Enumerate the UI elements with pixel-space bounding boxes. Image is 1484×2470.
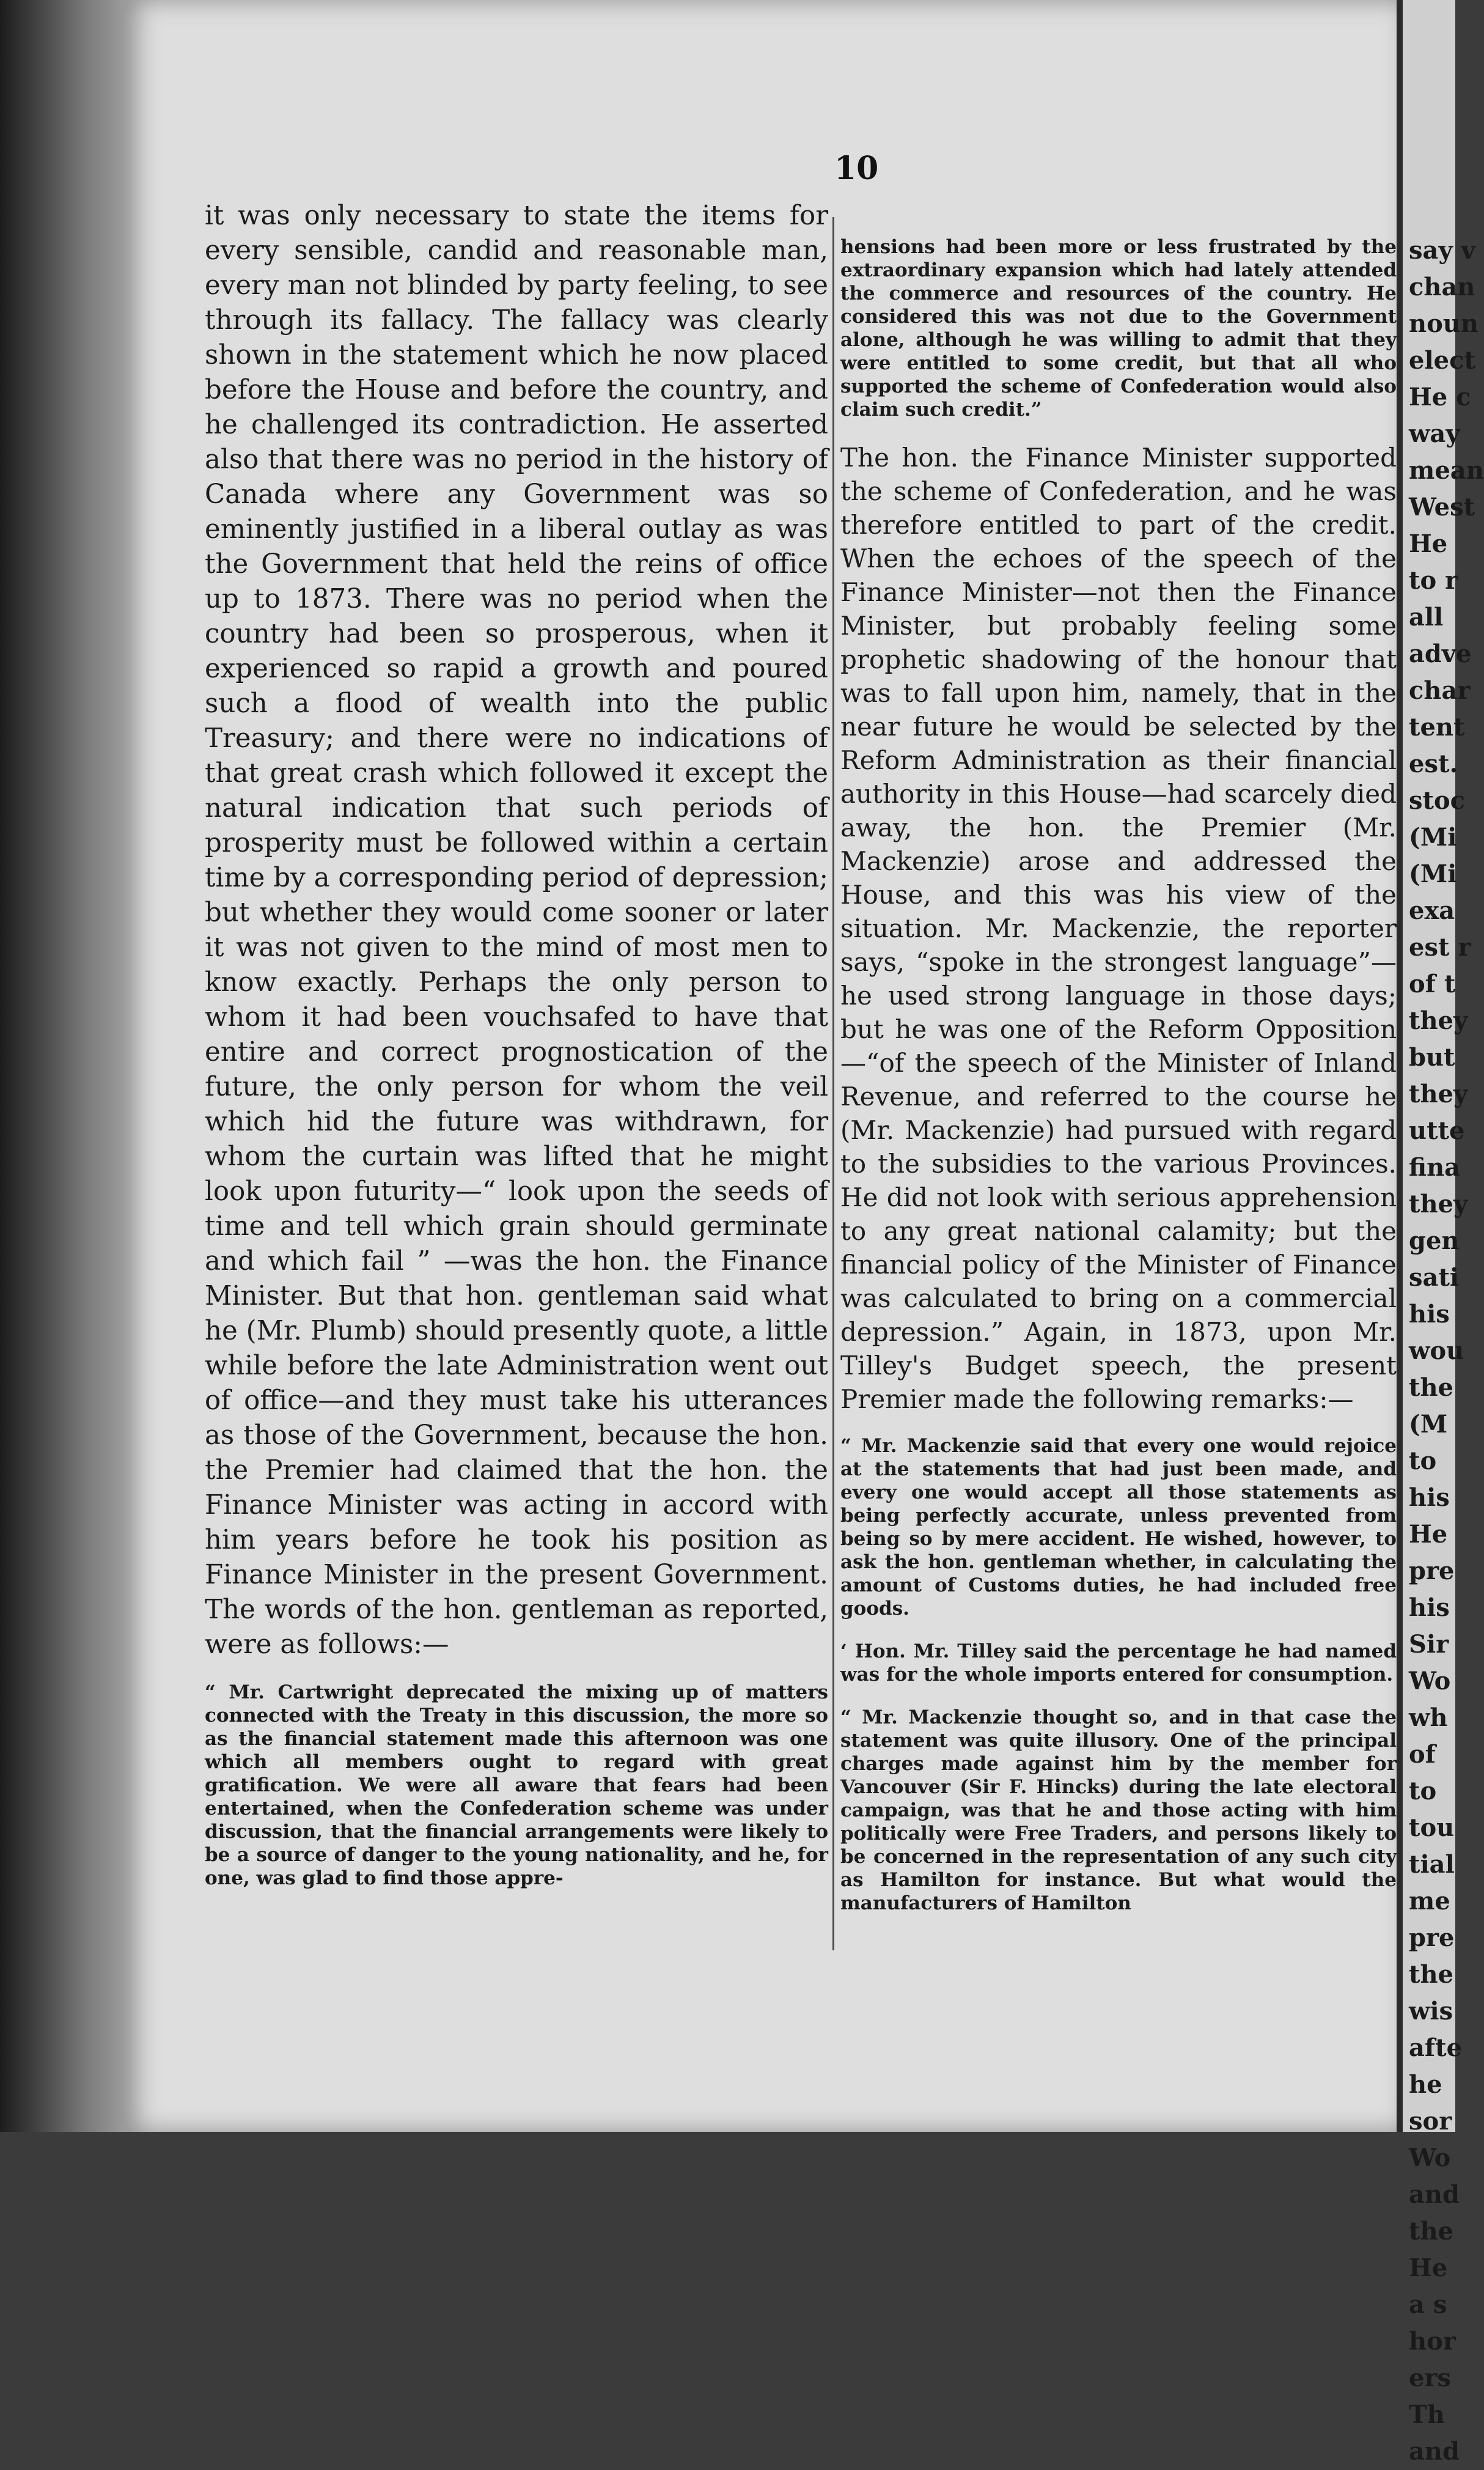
adjacent-page-fragment: of t [1409,970,1456,998]
adjacent-page-fragment: his [1409,1300,1450,1329]
adjacent-page-fragment: He [1409,2254,1448,2282]
adjacent-page-fragment: they [1409,1080,1468,1108]
adjacent-page-fragment: gen [1409,1226,1460,1255]
adjacent-page-fragment: (Mi [1409,860,1457,888]
adjacent-page-fragment: chan [1409,273,1475,301]
adjacent-page-fragment: wh [1409,1703,1448,1732]
adjacent-page-fragment: tent [1409,713,1465,742]
left-column [205,199,828,1908]
adjacent-page-fragment: Wo [1409,2144,1451,2172]
adjacent-page-fragment: He [1409,529,1448,558]
adjacent-page-fragment: char [1409,676,1471,705]
adjacent-page-fragment: afte [1409,2033,1463,2062]
adjacent-page-fragment: his [1409,1483,1450,1512]
adjacent-page-fragment: pre [1409,1923,1455,1952]
adjacent-page-fragment: stoc [1409,786,1466,815]
adjacent-page-fragment: utte [1409,1116,1465,1145]
adjacent-page-fragment: Th [1409,2400,1445,2429]
adjacent-page-fragment: wis [1409,1997,1453,2026]
adjacent-page-fragment: and [1409,2180,1460,2209]
left-quote-cartwright: “ Mr. Cartwright deprecated the mixing up of matters connected with the Treaty in this discussion, the more so as the financial statement made this afternoon was one which all members ought to regard with great gratification. We were all aware that fears had been entertained, when the Confederation scheme was under discussion, that the financial arrangements were likely to be a source of danger to the young nationality, and he, for one, was glad to find those appre- [205,1681,828,1889]
adjacent-page-fragment: the [1409,2217,1454,2246]
adjacent-page-fragment: sati [1409,1263,1460,1292]
right-quote-tilley: ‘ Hon. Mr. Tilley said the percentage he had named was for the whole imports entered for consumption. [840,1640,1397,1686]
adjacent-page-fragment: his [1409,1593,1450,1622]
adjacent-page-fragment: He c [1409,383,1471,411]
adjacent-page-fragment: est r [1409,933,1471,962]
adjacent-page-fragment: a s [1409,2290,1447,2319]
adjacent-page-fragment: Wo [1409,1667,1451,1695]
adjacent-page-fragment: but [1409,1043,1455,1072]
adjacent-page-fragment: to r [1409,566,1458,595]
adjacent-page-fragment: West [1409,493,1475,522]
adjacent-page-fragment: mean [1409,456,1484,485]
adjacent-page-fragment: way [1409,419,1460,448]
adjacent-page-fragment: exa [1409,896,1455,925]
adjacent-page-fragment: elect [1409,346,1475,375]
adjacent-page-fragment: to [1409,1777,1437,1805]
adjacent-page-fragment: to [1409,1447,1437,1475]
adjacent-page-fragment: the [1409,1960,1454,1989]
adjacent-page-fragment: they [1409,1190,1468,1218]
adjacent-page-fragment: Sir [1409,1630,1449,1659]
adjacent-page-fragment: tou [1409,1813,1455,1842]
right-body-paragraph: The hon. the Finance Minister supported the scheme of Confederation, and he was therefore entitled to part of the credit. When the echoes of the speech of the Finance Minister—not then the Finance Minister, but probably feeling some prophetic shadowing of the honour that was to fall upon him, namely, that in the near future he would be selected by the Reform Administration as their financial authority in this House—had scarcely died away, the hon. the Premier (Mr. Mackenzie) arose and addressed the House, and this was his view of the situation. Mr. Mackenzie, the reporter says, “spoke in the strongest language”—he used strong language in those days; but he was one of the Reform Opposition—“of the speech of the Minister of Inland Revenue, and referred to the course he (Mr. Mackenzie) had pursued with regard to the subsidies to the various Provinces. He did not look with serious apprehension to any great national calamity; but the financial policy of the Minister of Finance was calculated to bring on a commercial depression.” Again, in 1873, upon Mr. Tilley's Budget speech, the present Premier made the following remarks:— [840,443,1397,1414]
adjacent-page-fragment: (M [1409,1410,1448,1439]
right-quote-mackenzie-reply: “ Mr. Mackenzie thought so, and in that case the statement was quite illusory. One of the principal charges made against him by the member for Vancouver (Sir F. Hincks) during the late electoral campaign, was that he and those acting with him politically were Free Traders, and persons likely to be concerned in the representation of any such city as Hamilton for instance. But what would the manufacturers of Hamilton [840,1706,1397,1914]
adjacent-page-fragment: sor [1409,2107,1452,2136]
adjacent-page-fragment: of [1409,1740,1436,1769]
adjacent-page-fragment: est. [1409,750,1458,778]
adjacent-page-fragment: me [1409,1887,1450,1915]
adjacent-page-fragment: tial [1409,1850,1455,1879]
adjacent-page-fragment: pre [1409,1557,1455,1585]
adjacent-page-fragment: they [1409,1006,1468,1035]
right-quote-mackenzie: “ Mr. Mackenzie said that every one would rejoice at the statements that had just been made, and every one would accept all those statements as being perfectly accurate, unless prevented from being so by mere accident. He wished, however, to ask the hon. gentleman whether, in calculating the amount of Customs duties, he had included free goods. [840,1435,1397,1620]
adjacent-page-fragment: all [1409,603,1444,632]
page-number: 10 [834,150,879,187]
left-body-paragraph: it was only necessary to state the items for every sensible, candid and reasonable man, every man not blinded by party feeling, to see through its fallacy. The fallacy was clearly shown in the statement which he now placed before the House and before the country, and he challenged its contradiction. He asserted also that there was no period in the history of Canada where any Government was so eminently justified in a liberal outlay as was the Government that held the reins of office up to 1873. There was no period when the country had been so prosperous, when it experienced so rapid a growth and poured such a flood of wealth into the public Treasury; and there were no indications of that great crash which followed it except the natural indication that such periods of prosperity must be followed within a certain time by a corresponding period of depression; but whether they would come sooner or later it was not given to the mind of most men to know exactly. Perhaps the only person to whom it had been vouchsafed to have that entire and correct prognostication of the future, the only person for whom the veil which hid the future was withdrawn, for whom the curtain was lifted that he might look upon futurity—“ look upon the seeds of time and tell which grain should germinate and which fail ” —was the hon. the Finance Minister. But that hon. gentleman said what he (Mr. Plumb) should presently quote, a little while before the late Administration went out of office—and they must take his utterances as those of the Government, because the hon. the Premier had claimed that the hon. the Finance Minister was acting in accord with him years before he took his position as Finance Minister in the present Government. The words of the hon. gentleman as reported, were as follows:— [205,201,828,1660]
adjacent-page-fragment: and [1409,2437,1460,2466]
adjacent-page-fragment: ers [1409,2364,1452,2392]
book-binding-edge [0,0,125,2132]
adjacent-page-fragment: the [1409,1373,1454,1402]
right-column [840,217,1397,1934]
adjacent-page-fragment: fina [1409,1153,1461,1182]
adjacent-page-fragment: he [1409,2070,1442,2099]
adjacent-page-fragment: wou [1409,1336,1464,1365]
adjacent-page-strip [1397,0,1484,2466]
adjacent-page-fragment: adve [1409,640,1472,668]
adjacent-page-fragment: He [1409,1520,1448,1549]
adjacent-page-fragments [1403,232,1484,2470]
adjacent-page-fragment: noun [1409,309,1478,338]
adjacent-page-fragment: say v [1409,236,1475,265]
adjacent-page-fragment: (Mi [1409,823,1457,852]
adjacent-page-fragment: hor [1409,2327,1456,2356]
column-divider [832,217,834,1950]
right-quote-continuation: hensions had been more or less frustrated by the extraordinary expansion which had lately attended the commerce and resources of the country. He considered this was not due to the Government alone, although he was willing to admit that they were entitled to some credit, but that all who supported the scheme of Confederation would also claim such credit.” [840,236,1397,421]
